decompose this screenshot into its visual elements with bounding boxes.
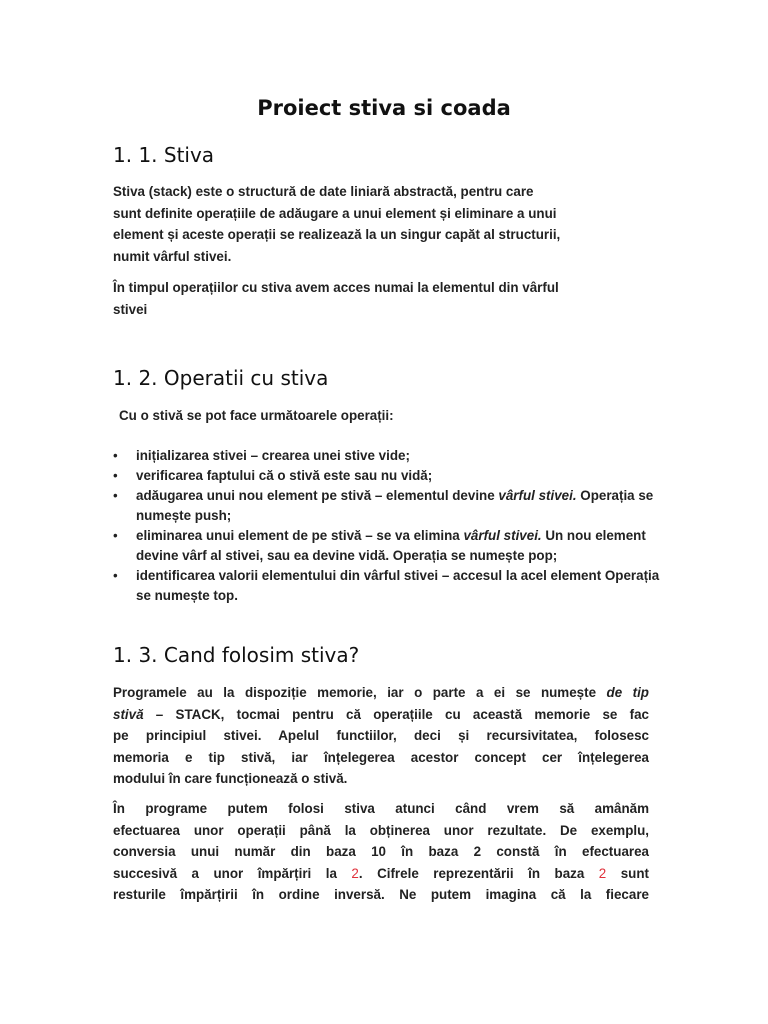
text-line: resturile împărțirii în ordine inversă. Ne putem imagina că la fiecare: [113, 887, 649, 902]
text-span: sunt: [606, 865, 649, 881]
list-item: [113, 446, 673, 466]
text-line: [113, 863, 649, 885]
list-item: [113, 526, 673, 566]
list-item-text: Operația se numește push;: [136, 488, 654, 523]
text-line: modului în care funcționează o stivă.: [113, 771, 348, 786]
section-heading-stiva: 1. 1. Stiva: [113, 143, 215, 167]
section-heading-cand-folosim: 1. 3. Cand folosim stiva?: [113, 643, 360, 667]
text-span: – STACK, tocmai pentru că operațiile cu această memorie se fac: [143, 706, 649, 722]
paragraph-operatii-intro: [119, 405, 656, 427]
list-item-text: inițializarea stivei – crearea unei stive vide;: [136, 448, 410, 463]
document-title: Proiect stiva si coada: [257, 96, 511, 120]
text-line: Cu o stivă se pot face următoarele operații:: [119, 408, 394, 423]
text-line: sunt definite operațiile de adăugare a unui element și eliminare a unui: [113, 205, 557, 221]
paragraph-stiva-access: [113, 277, 650, 320]
text-line: numit vârful stivei.: [113, 248, 232, 264]
text-span: succesivă a unor împărțiri la: [113, 865, 352, 881]
text-line: stivei: [113, 301, 148, 317]
emphasis-text: vârful stivei.: [463, 528, 542, 543]
text-span: . Cifrele reprezentării în baza: [358, 865, 599, 881]
paragraph-stiva-definition: [113, 181, 650, 267]
emphasis-text: vârful stivei.: [498, 488, 577, 503]
text-line: [113, 704, 649, 726]
paragraph-memorie-stiva: [113, 682, 649, 790]
list-item-text: eliminarea unui element de pe stivă – se va elimina: [136, 528, 464, 543]
text-line: conversia unui număr din baza 10 în baza 2 constă în efectuarea: [113, 844, 649, 859]
list-item-text: adăugarea unui nou element pe stivă – elementul devine: [136, 488, 499, 503]
text-span: Programele au la dispoziție memorie, iar o parte a ei se numește: [113, 685, 607, 700]
text-line: efectuarea unor operații până la obținerea unor rezultate. De exemplu,: [113, 822, 649, 838]
emphasis-text: stivă: [113, 706, 144, 722]
highlighted-number: 2: [351, 865, 359, 881]
list-item: [113, 466, 673, 486]
text-line: În timpul operațiilor cu stiva avem acces numai la elementul din vârful: [113, 280, 559, 295]
emphasis-text: de tip: [606, 685, 649, 700]
paragraph-programe-stiva: [113, 798, 649, 906]
text-line: [113, 682, 649, 704]
list-item-text: Un nou element devine vârf al stivei, sau ea devine vidă. Operația se numește pop;: [136, 528, 646, 563]
list-item: [113, 486, 673, 526]
text-line: pe principiul stivei. Apelul functiilor, deci și recursivitatea, folosesc: [113, 728, 649, 743]
list-item-text: identificarea valorii elementului din vârful stivei – accesul la acel element Operația se numește top.: [136, 568, 660, 603]
text-line: element și aceste operații se realizează la un singur capăt al structurii,: [113, 227, 561, 242]
text-line: În programe putem folosi stiva atunci când vrem să amânăm: [113, 801, 649, 816]
list-item-text: verificarea faptului că o stivă este sau nu vidă;: [136, 468, 433, 483]
section-heading-operatii: 1. 2. Operatii cu stiva: [113, 366, 329, 390]
highlighted-number: 2: [598, 865, 607, 881]
text-line: memoria e tip stivă, iar înțelegerea acestor concept cer înțelegerea: [113, 749, 649, 765]
text-line: Stiva (stack) este o structură de date liniară abstractă, pentru care: [113, 184, 534, 199]
list-item: [113, 566, 673, 606]
operations-list: [113, 446, 673, 606]
